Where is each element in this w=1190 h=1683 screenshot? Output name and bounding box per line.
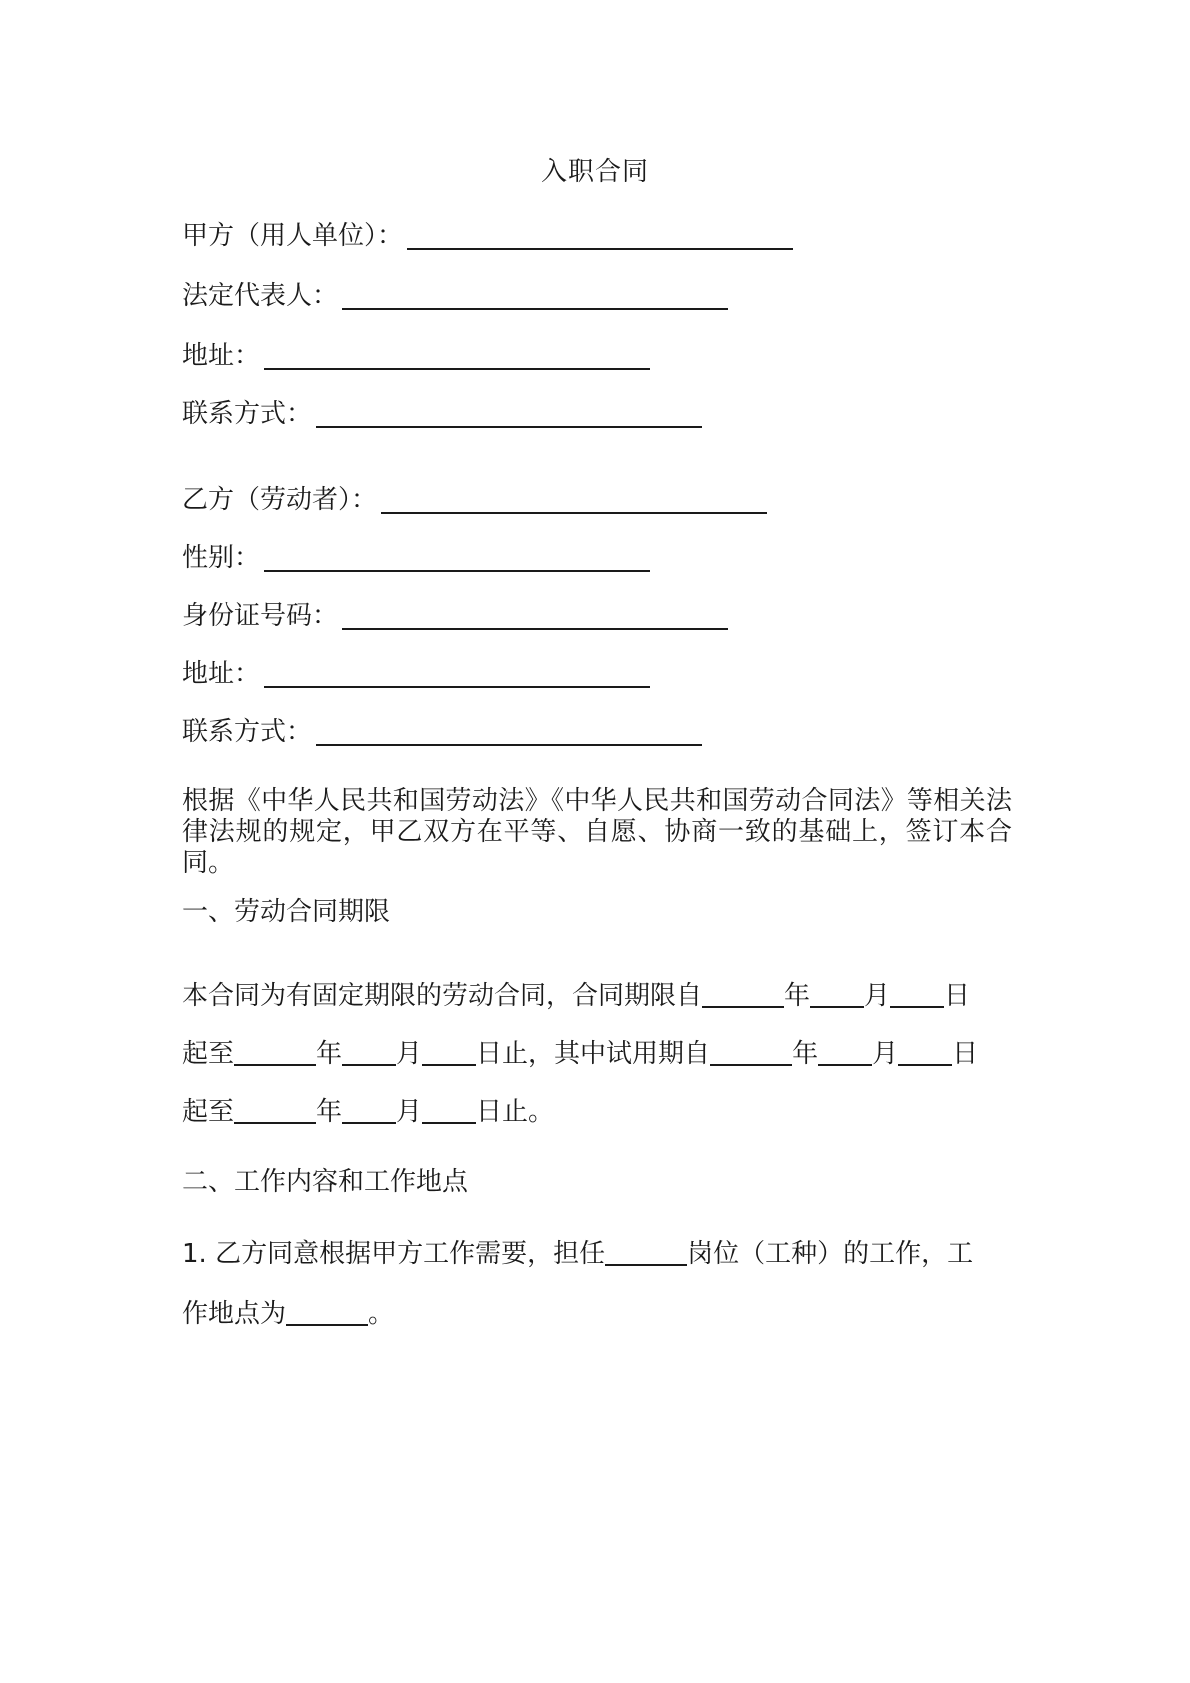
section1-line1 bbox=[182, 980, 970, 1012]
day-label: 日 bbox=[952, 1039, 979, 1069]
year-label: 年 bbox=[316, 1097, 343, 1127]
party-b-id-label: 身份证号码： bbox=[182, 601, 339, 631]
start-day-blank[interactable] bbox=[890, 980, 944, 1008]
probation-end-year-blank[interactable] bbox=[234, 1096, 316, 1124]
party-a-address-label: 地址： bbox=[182, 341, 261, 371]
year-label: 年 bbox=[316, 1039, 343, 1069]
item1-text-b: 岗位（工种）的工作，工 bbox=[687, 1239, 974, 1269]
end-day-blank[interactable] bbox=[422, 1038, 476, 1066]
party-b-gender-row bbox=[182, 542, 650, 574]
month-label: 月 bbox=[396, 1097, 423, 1127]
year-label: 年 bbox=[792, 1039, 819, 1069]
month-label: 月 bbox=[864, 981, 891, 1011]
party-a-name-label: 甲方（用人单位）： bbox=[182, 221, 404, 251]
item1-text-a: 乙方同意根据甲方工作需要，担任 bbox=[206, 1239, 606, 1269]
probation-text: 日止，其中试用期自 bbox=[476, 1039, 711, 1069]
party-a-name-field[interactable] bbox=[407, 222, 793, 250]
year-label: 年 bbox=[784, 981, 811, 1011]
section2-item1-line2 bbox=[182, 1298, 394, 1330]
party-b-gender-field[interactable] bbox=[264, 544, 650, 572]
item1-text-d: 。 bbox=[368, 1299, 395, 1329]
position-blank[interactable] bbox=[605, 1238, 687, 1266]
party-b-name-field[interactable] bbox=[381, 486, 767, 514]
party-a-name-row bbox=[182, 220, 793, 252]
start-month-blank[interactable] bbox=[810, 980, 864, 1008]
probation-start-day-blank[interactable] bbox=[898, 1038, 952, 1066]
month-label: 月 bbox=[396, 1039, 423, 1069]
party-b-contact-row bbox=[182, 716, 702, 748]
party-b-name-label: 乙方（劳动者）： bbox=[182, 485, 378, 515]
item-number: 1. bbox=[182, 1239, 207, 1269]
item1-text-c: 作地点为 bbox=[182, 1299, 287, 1329]
section1-line2 bbox=[182, 1038, 978, 1070]
party-a-rep-field[interactable] bbox=[342, 282, 728, 310]
party-a-contact-label: 联系方式： bbox=[182, 399, 313, 429]
month-label: 月 bbox=[872, 1039, 899, 1069]
party-a-address-field[interactable] bbox=[264, 342, 650, 370]
end-month-blank[interactable] bbox=[342, 1038, 396, 1066]
party-a-address-row bbox=[182, 340, 650, 372]
probation-end-day-blank[interactable] bbox=[422, 1096, 476, 1124]
end-year-blank[interactable] bbox=[234, 1038, 316, 1066]
work-location-blank[interactable] bbox=[286, 1298, 368, 1326]
section2-heading: 二、工作内容和工作地点 bbox=[182, 1167, 469, 1197]
probation-start-month-blank[interactable] bbox=[818, 1038, 872, 1066]
preamble-paragraph: 根据《中华人民共和国劳动法》《中华人民共和国劳动合同法》等相关法律法规的规定，甲乙双方在平等、自愿、协商一致的基础上，签订本合同。 bbox=[182, 786, 1012, 878]
party-b-gender-label: 性别： bbox=[182, 543, 261, 573]
until-label: 起至 bbox=[182, 1039, 235, 1069]
party-b-address-label: 地址： bbox=[182, 659, 261, 689]
probation-end-month-blank[interactable] bbox=[342, 1096, 396, 1124]
document-title: 入职合同 bbox=[540, 157, 649, 187]
party-b-name-row bbox=[182, 484, 767, 516]
end-label: 日止。 bbox=[476, 1097, 555, 1127]
party-a-contact-row bbox=[182, 398, 702, 430]
party-b-id-field[interactable] bbox=[342, 602, 728, 630]
party-b-contact-label: 联系方式： bbox=[182, 717, 313, 747]
section1-line3 bbox=[182, 1096, 554, 1128]
party-a-rep-label: 法定代表人： bbox=[182, 281, 339, 311]
day-label: 日 bbox=[944, 981, 971, 1011]
party-a-contact-field[interactable] bbox=[316, 400, 702, 428]
probation-start-year-blank[interactable] bbox=[710, 1038, 792, 1066]
party-b-address-field[interactable] bbox=[264, 660, 650, 688]
section1-heading: 一、劳动合同期限 bbox=[182, 897, 391, 927]
section1-line1-text: 本合同为有固定期限的劳动合同，合同期限自 bbox=[182, 981, 703, 1011]
until-label: 起至 bbox=[182, 1097, 235, 1127]
party-b-address-row bbox=[182, 658, 650, 690]
start-year-blank[interactable] bbox=[702, 980, 784, 1008]
party-b-id-row bbox=[182, 600, 728, 632]
party-a-rep-row bbox=[182, 280, 728, 312]
section2-item1-line1 bbox=[182, 1238, 973, 1270]
party-b-contact-field[interactable] bbox=[316, 718, 702, 746]
